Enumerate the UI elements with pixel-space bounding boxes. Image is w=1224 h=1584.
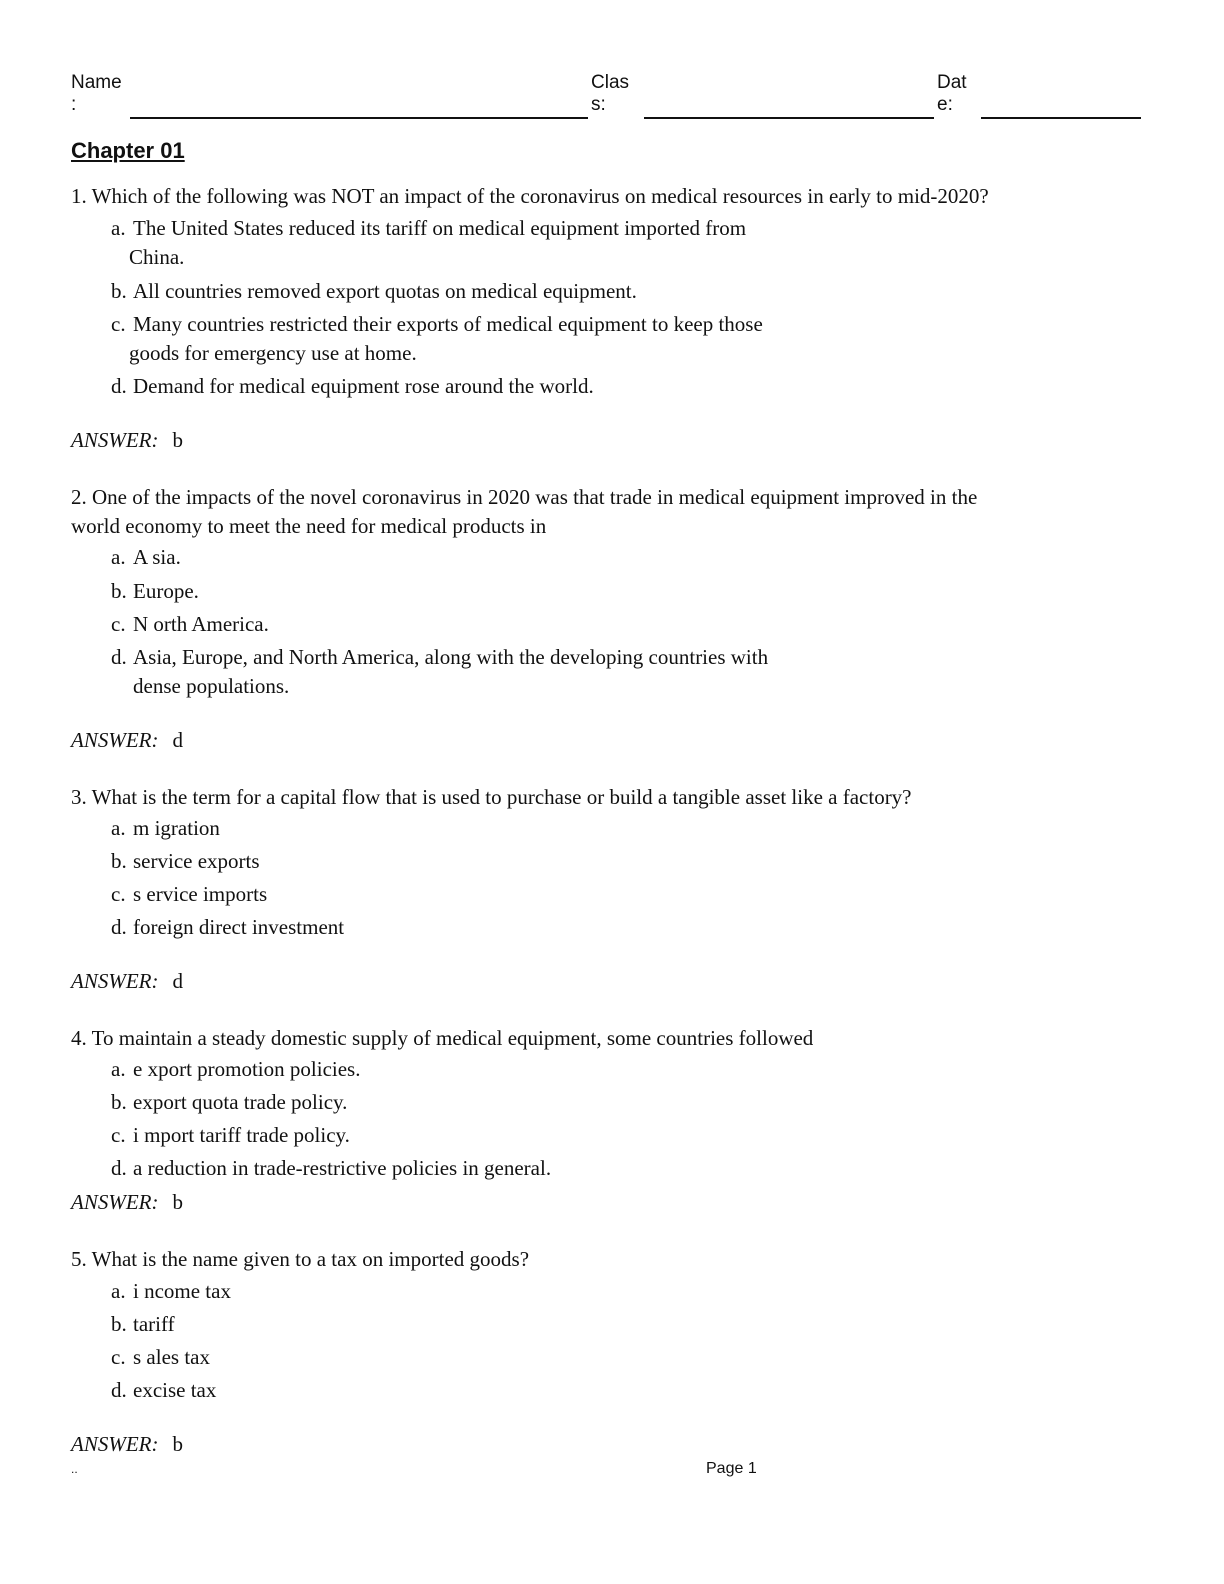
option-b: b. Europe. (111, 579, 199, 603)
option-d: d. a reduction in trade-restrictive policies in general. (111, 1156, 552, 1180)
date-field[interactable] (981, 117, 1141, 119)
option-a: a. i ncome tax (111, 1279, 231, 1303)
question-text: 4. To maintain a steady domestic supply of medical equipment, some countries followed (71, 1026, 814, 1050)
option-c-continuation: goods for emergency use at home. (129, 341, 417, 365)
option-a: a. e xport promotion policies. (111, 1057, 361, 1081)
question-text-continuation: world economy to meet the need for medical products in (71, 514, 547, 538)
name-field[interactable] (130, 117, 588, 119)
option-a-continuation: China. (129, 245, 185, 269)
option-d: d. excise tax (111, 1378, 217, 1402)
option-c: c. i mport tariff trade policy. (111, 1123, 350, 1147)
option-d: d. Asia, Europe, and North America, along with the developing countries with (111, 645, 769, 669)
option-b: b. All countries removed export quotas on medical equipment. (111, 279, 637, 303)
page-number: Page 1 (706, 1460, 757, 1477)
question-text: 5. What is the name given to a tax on imported goods? (71, 1247, 530, 1271)
option-d: d. foreign direct investment (111, 915, 345, 939)
footer-marker: .. (71, 1462, 78, 1476)
option-c: c. s ales tax (111, 1345, 210, 1369)
answer: ANSWER: d (71, 969, 183, 993)
option-d-continuation: dense populations. (133, 674, 290, 698)
option-a: a. A sia. (111, 545, 181, 569)
option-c: c. Many countries restricted their exports of medical equipment to keep those (111, 312, 763, 336)
answer: ANSWER: b (71, 1432, 183, 1456)
page-title: Chapter 01 (71, 138, 185, 163)
option-c: c. N orth America. (111, 612, 269, 636)
option-b: b. service exports (111, 849, 260, 873)
name-label: Name : (71, 72, 122, 115)
question-text: 2. One of the impacts of the novel coronavirus in 2020 was that trade in medical equipment improved in the (71, 485, 978, 509)
class-label: Clas s: (591, 72, 630, 115)
option-b: b. export quota trade policy. (111, 1090, 348, 1114)
option-b: b. tariff (111, 1312, 175, 1336)
option-a: a. The United States reduced its tariff on medical equipment imported from (111, 216, 747, 240)
answer: ANSWER: b (71, 1190, 183, 1214)
option-a: a. m igration (111, 816, 220, 840)
class-field[interactable] (644, 117, 934, 119)
option-d: d. Demand for medical equipment rose around the world. (111, 374, 594, 398)
option-c: c. s ervice imports (111, 882, 268, 906)
answer: ANSWER: b (71, 428, 183, 452)
date-label: Dat e: (937, 72, 967, 115)
question-text: 3. What is the term for a capital flow that is used to purchase or build a tangible asset like a factory? (71, 785, 912, 809)
question-text: 1. Which of the following was NOT an impact of the coronavirus on medical resources in early to mid-2020? (71, 184, 989, 208)
answer: ANSWER: d (71, 728, 183, 752)
